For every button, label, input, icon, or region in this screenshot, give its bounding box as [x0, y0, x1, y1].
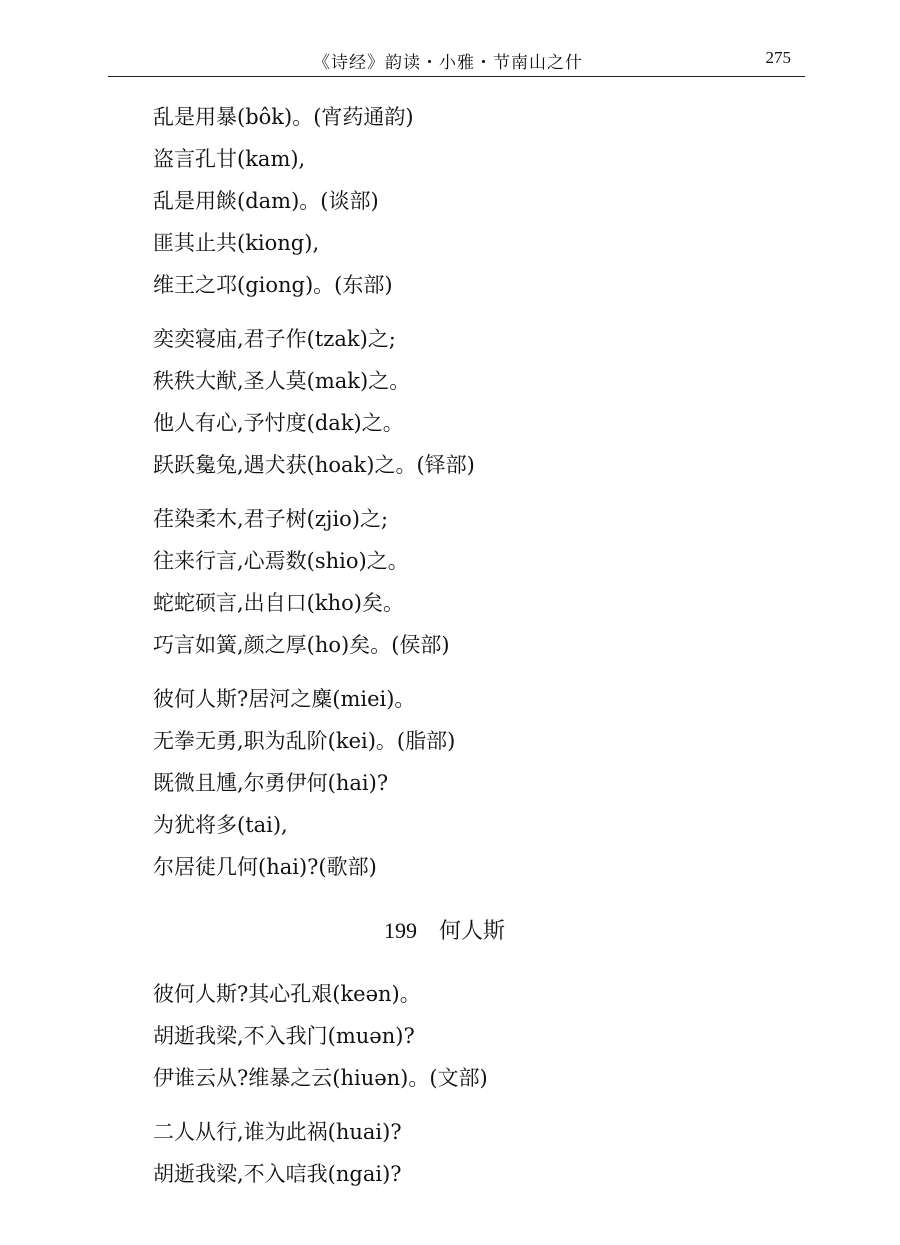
poem-line: 胡逝我梁,不入唁我(ngai)?: [153, 1162, 402, 1186]
poem-line: 为犹将多(tai),: [153, 813, 288, 837]
poem-line: 彼何人斯?其心孔艰(keən)。: [153, 982, 421, 1006]
page-header: [108, 40, 805, 80]
poem-line: 盗言孔甘(kam),: [153, 147, 306, 171]
poem-line: 伊谁云从?维暴之云(hiuən)。(文部): [153, 1066, 488, 1090]
poem-line: 往来行言,心焉数(shio)之。: [153, 549, 409, 573]
poem-line: 匪其止共(kiong),: [153, 231, 320, 255]
poem-line: 奕奕寝庙,君子作(tzak)之;: [153, 327, 396, 351]
poem-line: 乱是用暴(bôk)。(宵药通韵): [153, 105, 414, 129]
poem-line: 尔居徒几何(hai)?(歌部): [153, 855, 377, 879]
section-title: 何人斯: [439, 919, 506, 944]
poem-line: 无拳无勇,职为乱阶(kei)。(脂部): [153, 729, 456, 753]
poem-line: 胡逝我梁,不入我门(muən)?: [153, 1024, 415, 1048]
poem-line: 二人从行,谁为此祸(huai)?: [153, 1120, 402, 1144]
section-number: 199: [384, 918, 417, 943]
poem-line: 秩秩大猷,圣人莫(mak)之。: [153, 369, 411, 393]
poem-line: 荏染柔木,君子树(zjio)之;: [153, 507, 389, 531]
poem-line: 维王之邛(giong)。(东部): [153, 273, 393, 297]
poem-line: 蛇蛇硕言,出自口(kho)矣。: [153, 591, 404, 615]
poem-line: 既微且尰,尔勇伊何(hai)?: [153, 771, 389, 795]
poem-line: 他人有心,予忖度(dak)之。: [153, 411, 404, 435]
header-rule: [108, 76, 805, 77]
poem-line: 彼何人斯?居河之麋(miei)。: [153, 687, 416, 711]
page-number: 275: [765, 48, 791, 67]
poem-line: 乱是用餤(dam)。(谈部): [153, 189, 379, 213]
poem-line: 巧言如簧,颜之厚(ho)矣。(侯部): [153, 633, 450, 657]
running-title: 《诗经》韵读・小雅・节南山之什: [313, 53, 583, 73]
section-heading: [384, 914, 505, 945]
poem-line: 跃跃毚兔,遇犬获(hoak)之。(铎部): [153, 453, 475, 477]
